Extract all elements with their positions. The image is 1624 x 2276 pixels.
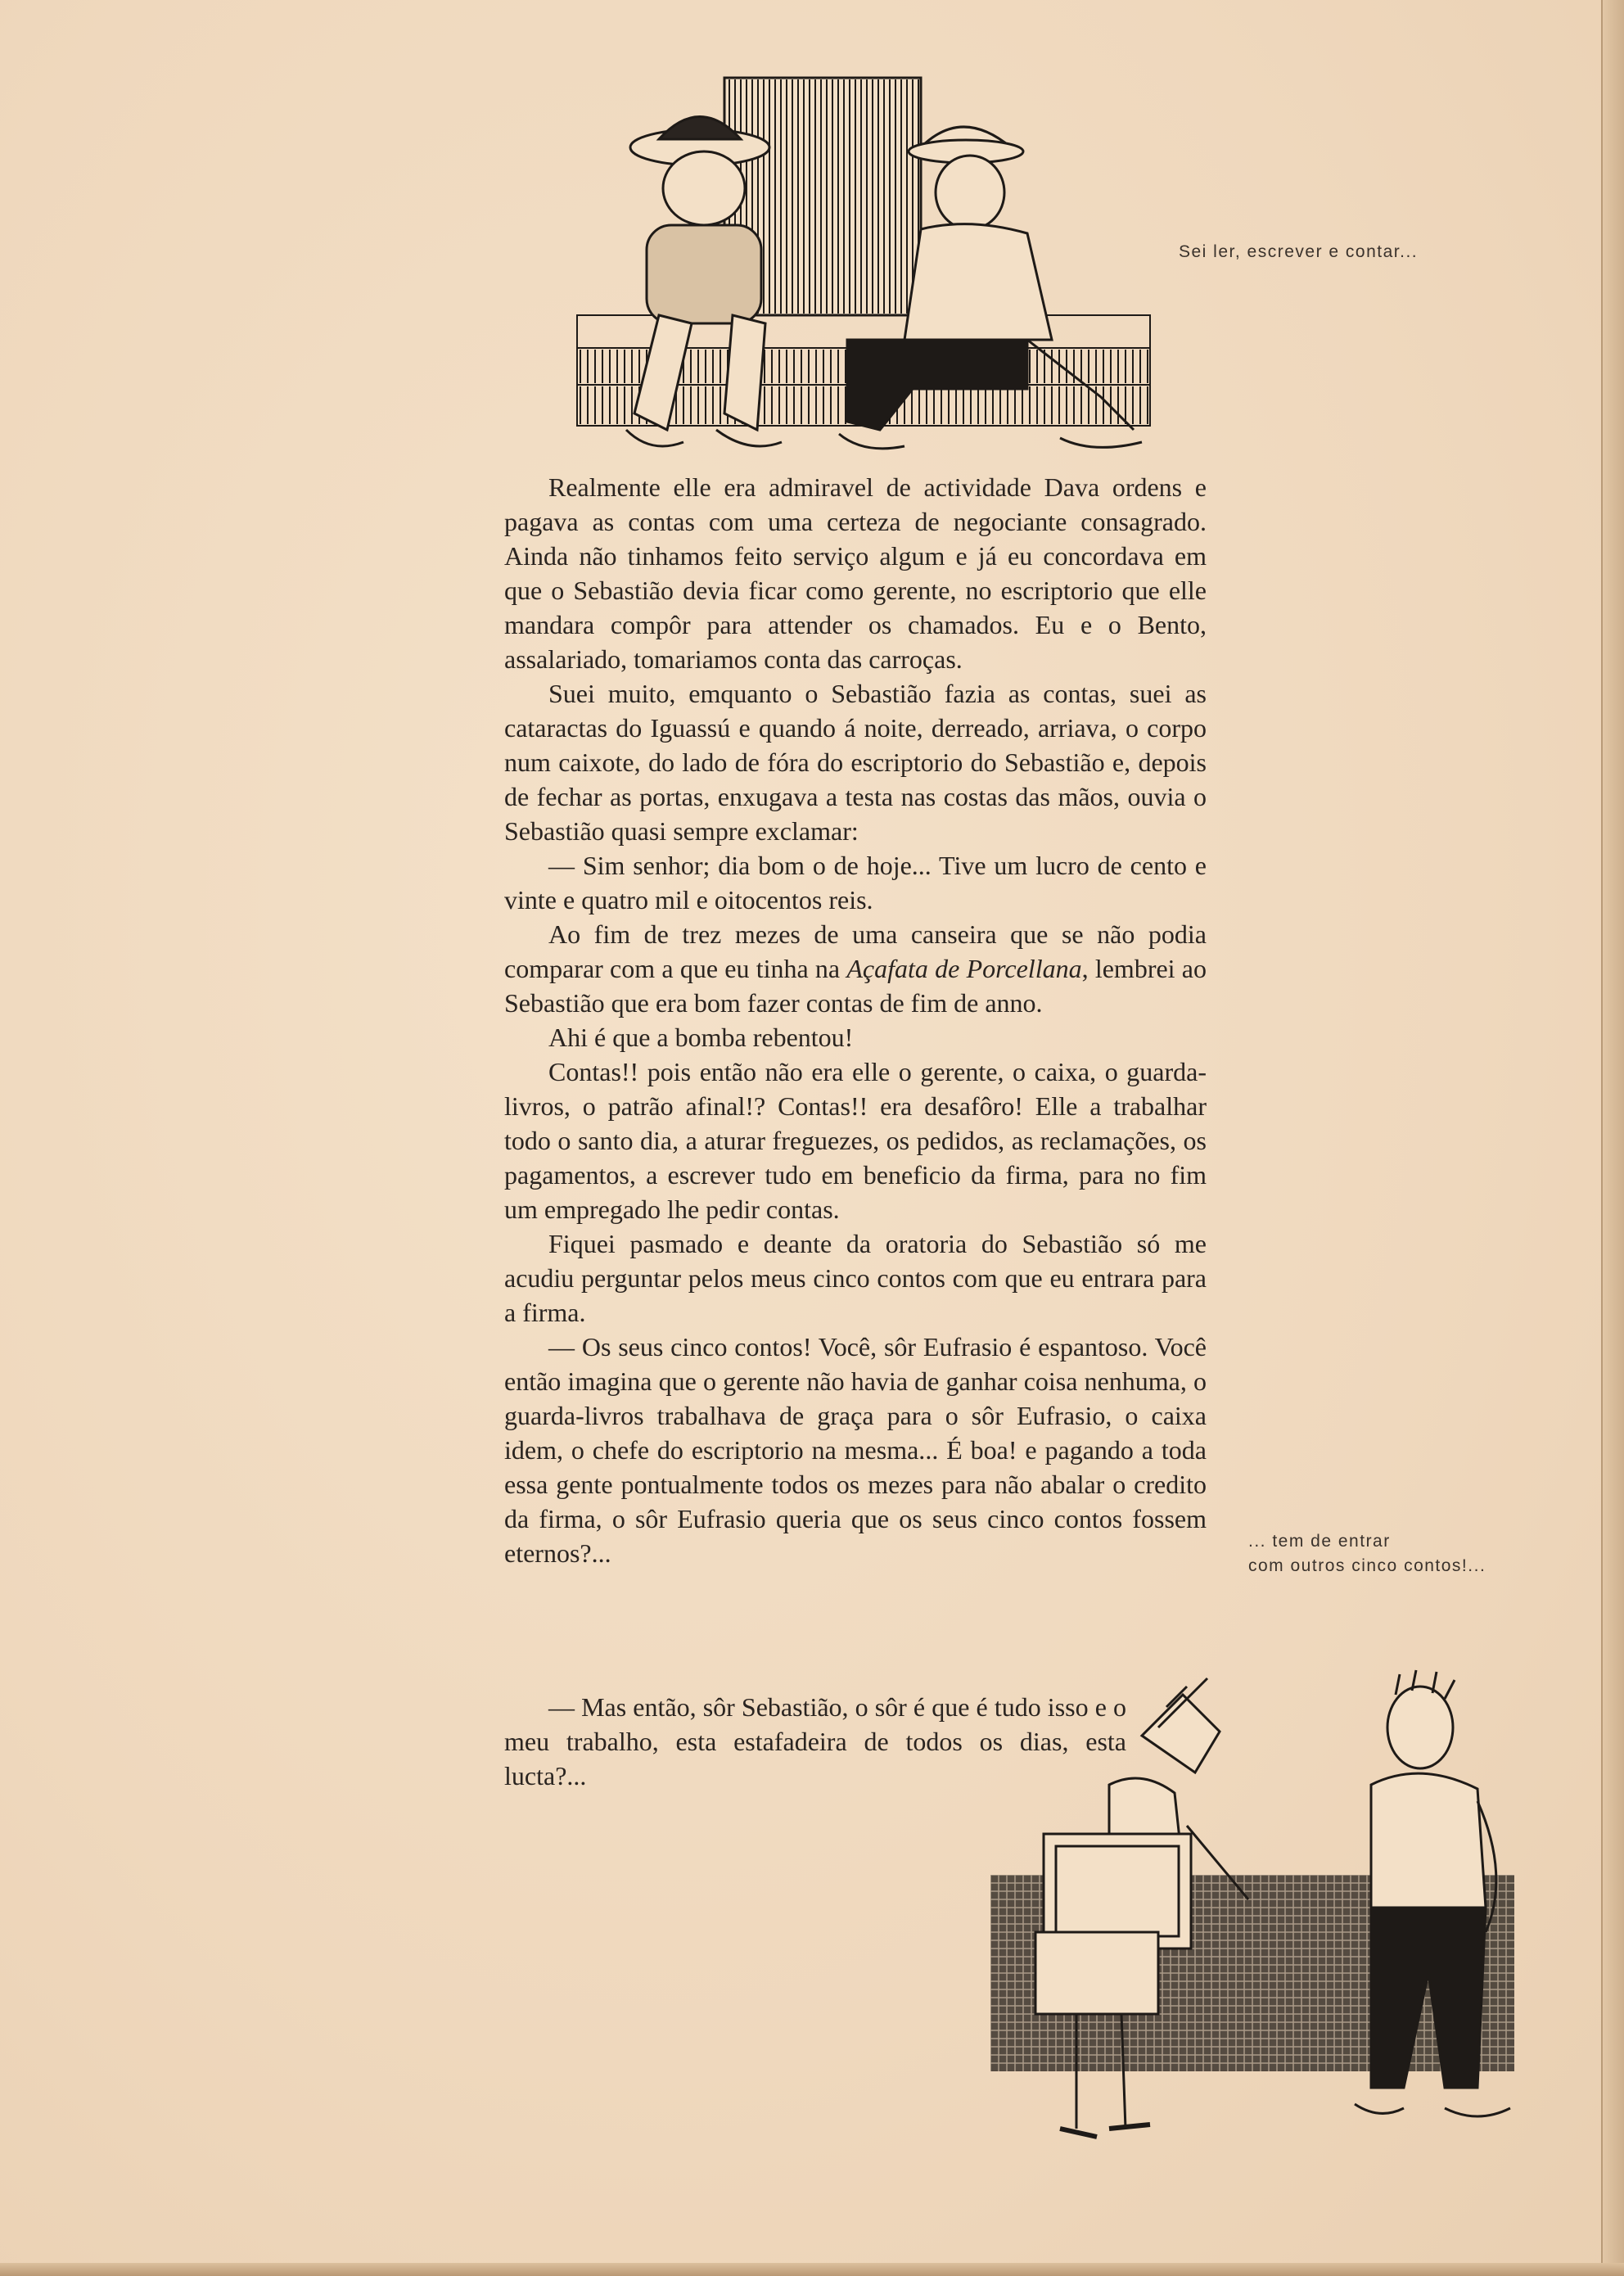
paragraph-4-end: , lembrei ao Sebastião que era bom fazer contas de fim de anno. xyxy=(504,954,1207,1018)
page-edge xyxy=(1601,0,1624,2276)
paragraph-8: — Os seus cinco contos! Você, sôr Eufrasio é espantoso. Você então imagina que o gerente não havia de ganhar coisa nenhuma, o guarda-livros trabalhava de graça para o sôr Eufrasio, o caixa idem, o chefe do escriptorio na mesma... É boa! e pagando a toda essa gente pontualmente todos os mezes para não abalar o credito da firma, o sôr Eufrasio queria que os seus cinco contos fossem eternos?... xyxy=(504,1332,1207,1568)
paragraph-4 xyxy=(504,917,1207,1020)
caption-bottom xyxy=(1248,1529,1486,1578)
body-text xyxy=(504,470,1207,1570)
clerk-carrying-books-and-shirtless-man-illustration xyxy=(986,1662,1535,2153)
paragraph-2: Suei muito, emquanto o Sebastião fazia as contas, suei as cataractas do Iguassú e quando á noite, derreado, arriava, o corpo num caixote, do lado de fóra do escriptorio do Sebastião e, depois de fechar as portas, enxugava a testa nas costas das mãos, ouvia o Sebastião quasi sempre exclamar: xyxy=(504,679,1207,846)
paragraph-5: Ahi é que a bomba rebentou! xyxy=(548,1023,854,1052)
caption-bottom-line-2: com outros cinco contos!... xyxy=(1248,1556,1486,1575)
paragraph-7: Fiquei pasmado e deante da oratoria do Sebastião só me acudiu perguntar pelos meus cinco contos com que eu entrara para a firma. xyxy=(504,1229,1207,1327)
caption-top: Sei ler, escrever e contar... xyxy=(1179,242,1419,261)
paragraph-9: — Mas então, sôr Sebastião, o sôr é que é tudo isso e o meu trabalho, esta estafadeira de todos os dias, esta lucta?... xyxy=(504,1692,1126,1791)
page-bottom-edge xyxy=(0,2263,1624,2276)
caption-bottom-line-1: ... tem de entrar xyxy=(1248,1532,1391,1551)
paragraph-1: Realmente elle era admiravel de actividade Dava ordens e pagava as contas com uma certeza de negociante consagrado. Ainda não tinhamos feito serviço algum e já eu concordava em que o Sebastião devia ficar como gerente, no escriptorio que elle mandara compôr para attender os chamados. Eu e o Bento, assalariado, tomariamos conta das carroças. xyxy=(504,472,1207,674)
paragraph-4-start: Ao fim de trez mezes de uma canseira que se não podia comparar com a que eu tinha na xyxy=(504,919,1207,983)
paragraph-3: — Sim senhor; dia bom o de hoje... Tive um lucro de cento e vinte e quatro mil e oitocentos reis. xyxy=(504,851,1207,914)
italic-title: Açafata de Porcellana xyxy=(846,954,1082,983)
paragraph-6: Contas!! pois então não era elle o gerente, o caixa, o guarda-livros, o patrão afinal!? Contas!! era desafôro! Elle a trabalhar todo o santo dia, a aturar freguezes, os pedidos, as reclamações, os pagamentos, a escrever tudo em beneficio da firma, para no fim um empregado lhe pedir contas. xyxy=(504,1057,1207,1224)
two-men-sitting-on-steps-illustration xyxy=(569,70,1175,487)
